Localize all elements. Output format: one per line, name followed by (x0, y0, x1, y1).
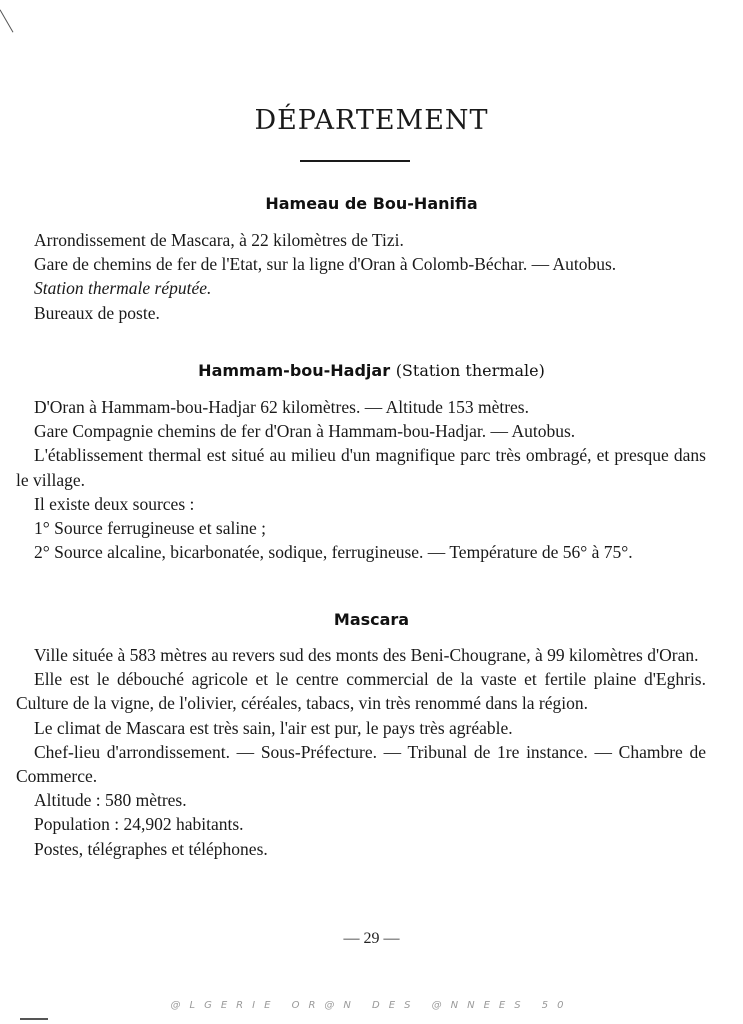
paragraph: 1° Source ferrugineuse et saline ; (34, 518, 266, 539)
paragraph: 2° Source alcaline, bicarbonatée, sodique, ferrugineuse. — Température de 56° à 75°. (34, 542, 633, 563)
paragraph: Ville située à 583 mètres au revers sud des monts des Beni-Chougrane, à 99 kilomètres d'Oran. (34, 645, 699, 665)
paragraph: Population : 24,902 habitants. (34, 814, 244, 835)
paragraph: Elle est le débouché agricole et le centre commercial de la vaste et fertile plaine d'Eghris. Culture de la vigne, de l'olivier, céréales, tabacs, vin très renommé dans la région. (16, 669, 706, 714)
paragraph: Altitude : 580 mètres. (34, 790, 187, 811)
section-heading-bou-hanifia (0, 194, 743, 213)
paragraph: Bureaux de poste. (34, 302, 160, 323)
page-title: DÉPARTEMENT (254, 105, 489, 136)
scan-speck (20, 1018, 48, 1020)
paragraph: Chef-lieu d'arrondissement. — Sous-Préfecture. — Tribunal de 1re instance. — Chambre de Commerce. (16, 741, 706, 787)
paragraph: Le climat de Mascara est très sain, l'air est pur, le pays très agréable. (34, 717, 513, 738)
paragraph: Gare Compagnie chemins de fer d'Oran à Hammam-bou-Hadjar. — Autobus. (34, 421, 576, 442)
paragraph: L'établissement thermal est situé au milieu d'un magnifique parc très ombragé, et presque dans le village. (16, 445, 706, 490)
section-body-bou-hanifia (16, 228, 706, 325)
scan-speck (0, 9, 13, 32)
paragraph: D'Oran à Hammam-bou-Hadjar 62 kilomètres. — Altitude 153 mètres. (34, 397, 529, 417)
section-heading-hammam-bou-hadjar (0, 361, 743, 380)
section-body-hammam-bou-hadjar (16, 395, 706, 564)
section-heading-text: Mascara (333, 610, 410, 629)
paragraph: Postes, télégraphes et téléphones. (34, 838, 268, 859)
section-heading-mascara (0, 610, 743, 629)
paragraph: Il existe deux sources : (34, 493, 195, 514)
section-heading-note: (Station thermale) (395, 361, 545, 380)
paragraph: Station thermale réputée. (34, 278, 212, 299)
title-divider (300, 160, 410, 162)
section-body-mascara (16, 643, 706, 861)
paragraph: Arrondissement de Mascara, à 22 kilomètres de Tizi. (34, 230, 404, 250)
section-heading-text: Hammam-bou-Hadjar (198, 361, 391, 380)
section-heading-text: Hameau de Bou-Hanifia (265, 194, 478, 213)
paragraph: Gare de chemins de fer de l'Etat, sur la ligne d'Oran à Colomb-Béchar. — Autobus. (34, 254, 617, 275)
page-number: — 29 — (343, 930, 400, 947)
watermark: @LGERIE OR@N DES @NNEES 50 (170, 1000, 573, 1011)
